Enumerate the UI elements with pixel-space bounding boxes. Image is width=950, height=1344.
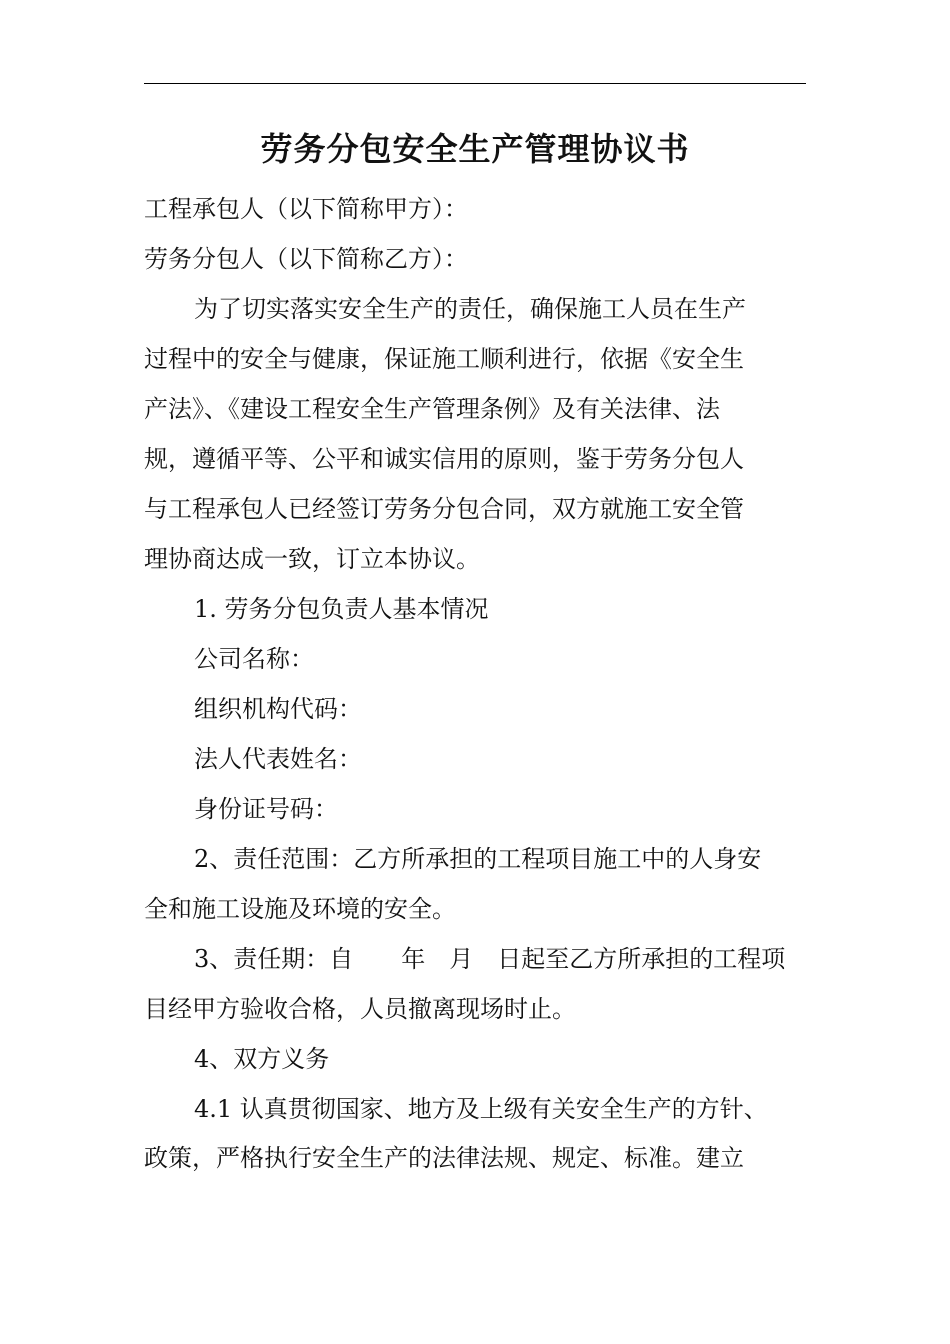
preamble-line-6: 理协商达成一致，订立本协议。 bbox=[144, 545, 480, 573]
legal-rep-field: 法人代表姓名： bbox=[194, 745, 362, 773]
section-4-heading: 4、双方义务 bbox=[194, 1045, 330, 1073]
preamble-line-5: 与工程承包人已经签订劳务分包合同，双方就施工安全管 bbox=[144, 495, 744, 523]
id-number-field: 身份证号码： bbox=[194, 795, 338, 823]
section-2-line-2: 全和施工设施及环境的安全。 bbox=[144, 895, 456, 923]
section-3-line-2: 目经甲方验收合格，人员撤离现场时止。 bbox=[144, 995, 576, 1023]
header-rule bbox=[144, 83, 806, 84]
document-body bbox=[144, 184, 806, 1183]
section-1-heading: 1. 劳务分包负责人基本情况 bbox=[194, 595, 489, 623]
document-title: 劳务分包安全生产管理协议书 bbox=[260, 130, 690, 168]
company-name-field: 公司名称： bbox=[194, 645, 314, 673]
preamble-line-4: 规，遵循平等、公平和诚实信用的原则，鉴于劳务分包人 bbox=[144, 445, 744, 473]
section-2-line-1: 2、责任范围：乙方所承担的工程项目施工中的人身安 bbox=[194, 845, 762, 873]
section-3-line-1: 3、责任期：自 年 月 日起至乙方所承担的工程项 bbox=[194, 945, 786, 973]
preamble-line-2: 过程中的安全与健康，保证施工顺利进行，依据《安全生 bbox=[144, 345, 744, 373]
section-4-1-line-2: 政策，严格执行安全生产的法律法规、规定、标准。建立 bbox=[144, 1144, 744, 1172]
preamble-line-3: 产法》、《建设工程安全生产管理条例》及有关法律、法 bbox=[144, 395, 720, 423]
party-b-line: 劳务分包人（以下简称乙方）： bbox=[144, 245, 468, 273]
section-4-1-line-1: 4.1 认真贯彻国家、地方及上级有关安全生产的方针、 bbox=[194, 1095, 768, 1123]
party-a-line: 工程承包人（以下简称甲方）： bbox=[144, 195, 468, 223]
org-code-field: 组织机构代码： bbox=[194, 695, 362, 723]
preamble-line-1: 为了切实落实安全生产的责任，确保施工人员在生产 bbox=[194, 295, 746, 323]
